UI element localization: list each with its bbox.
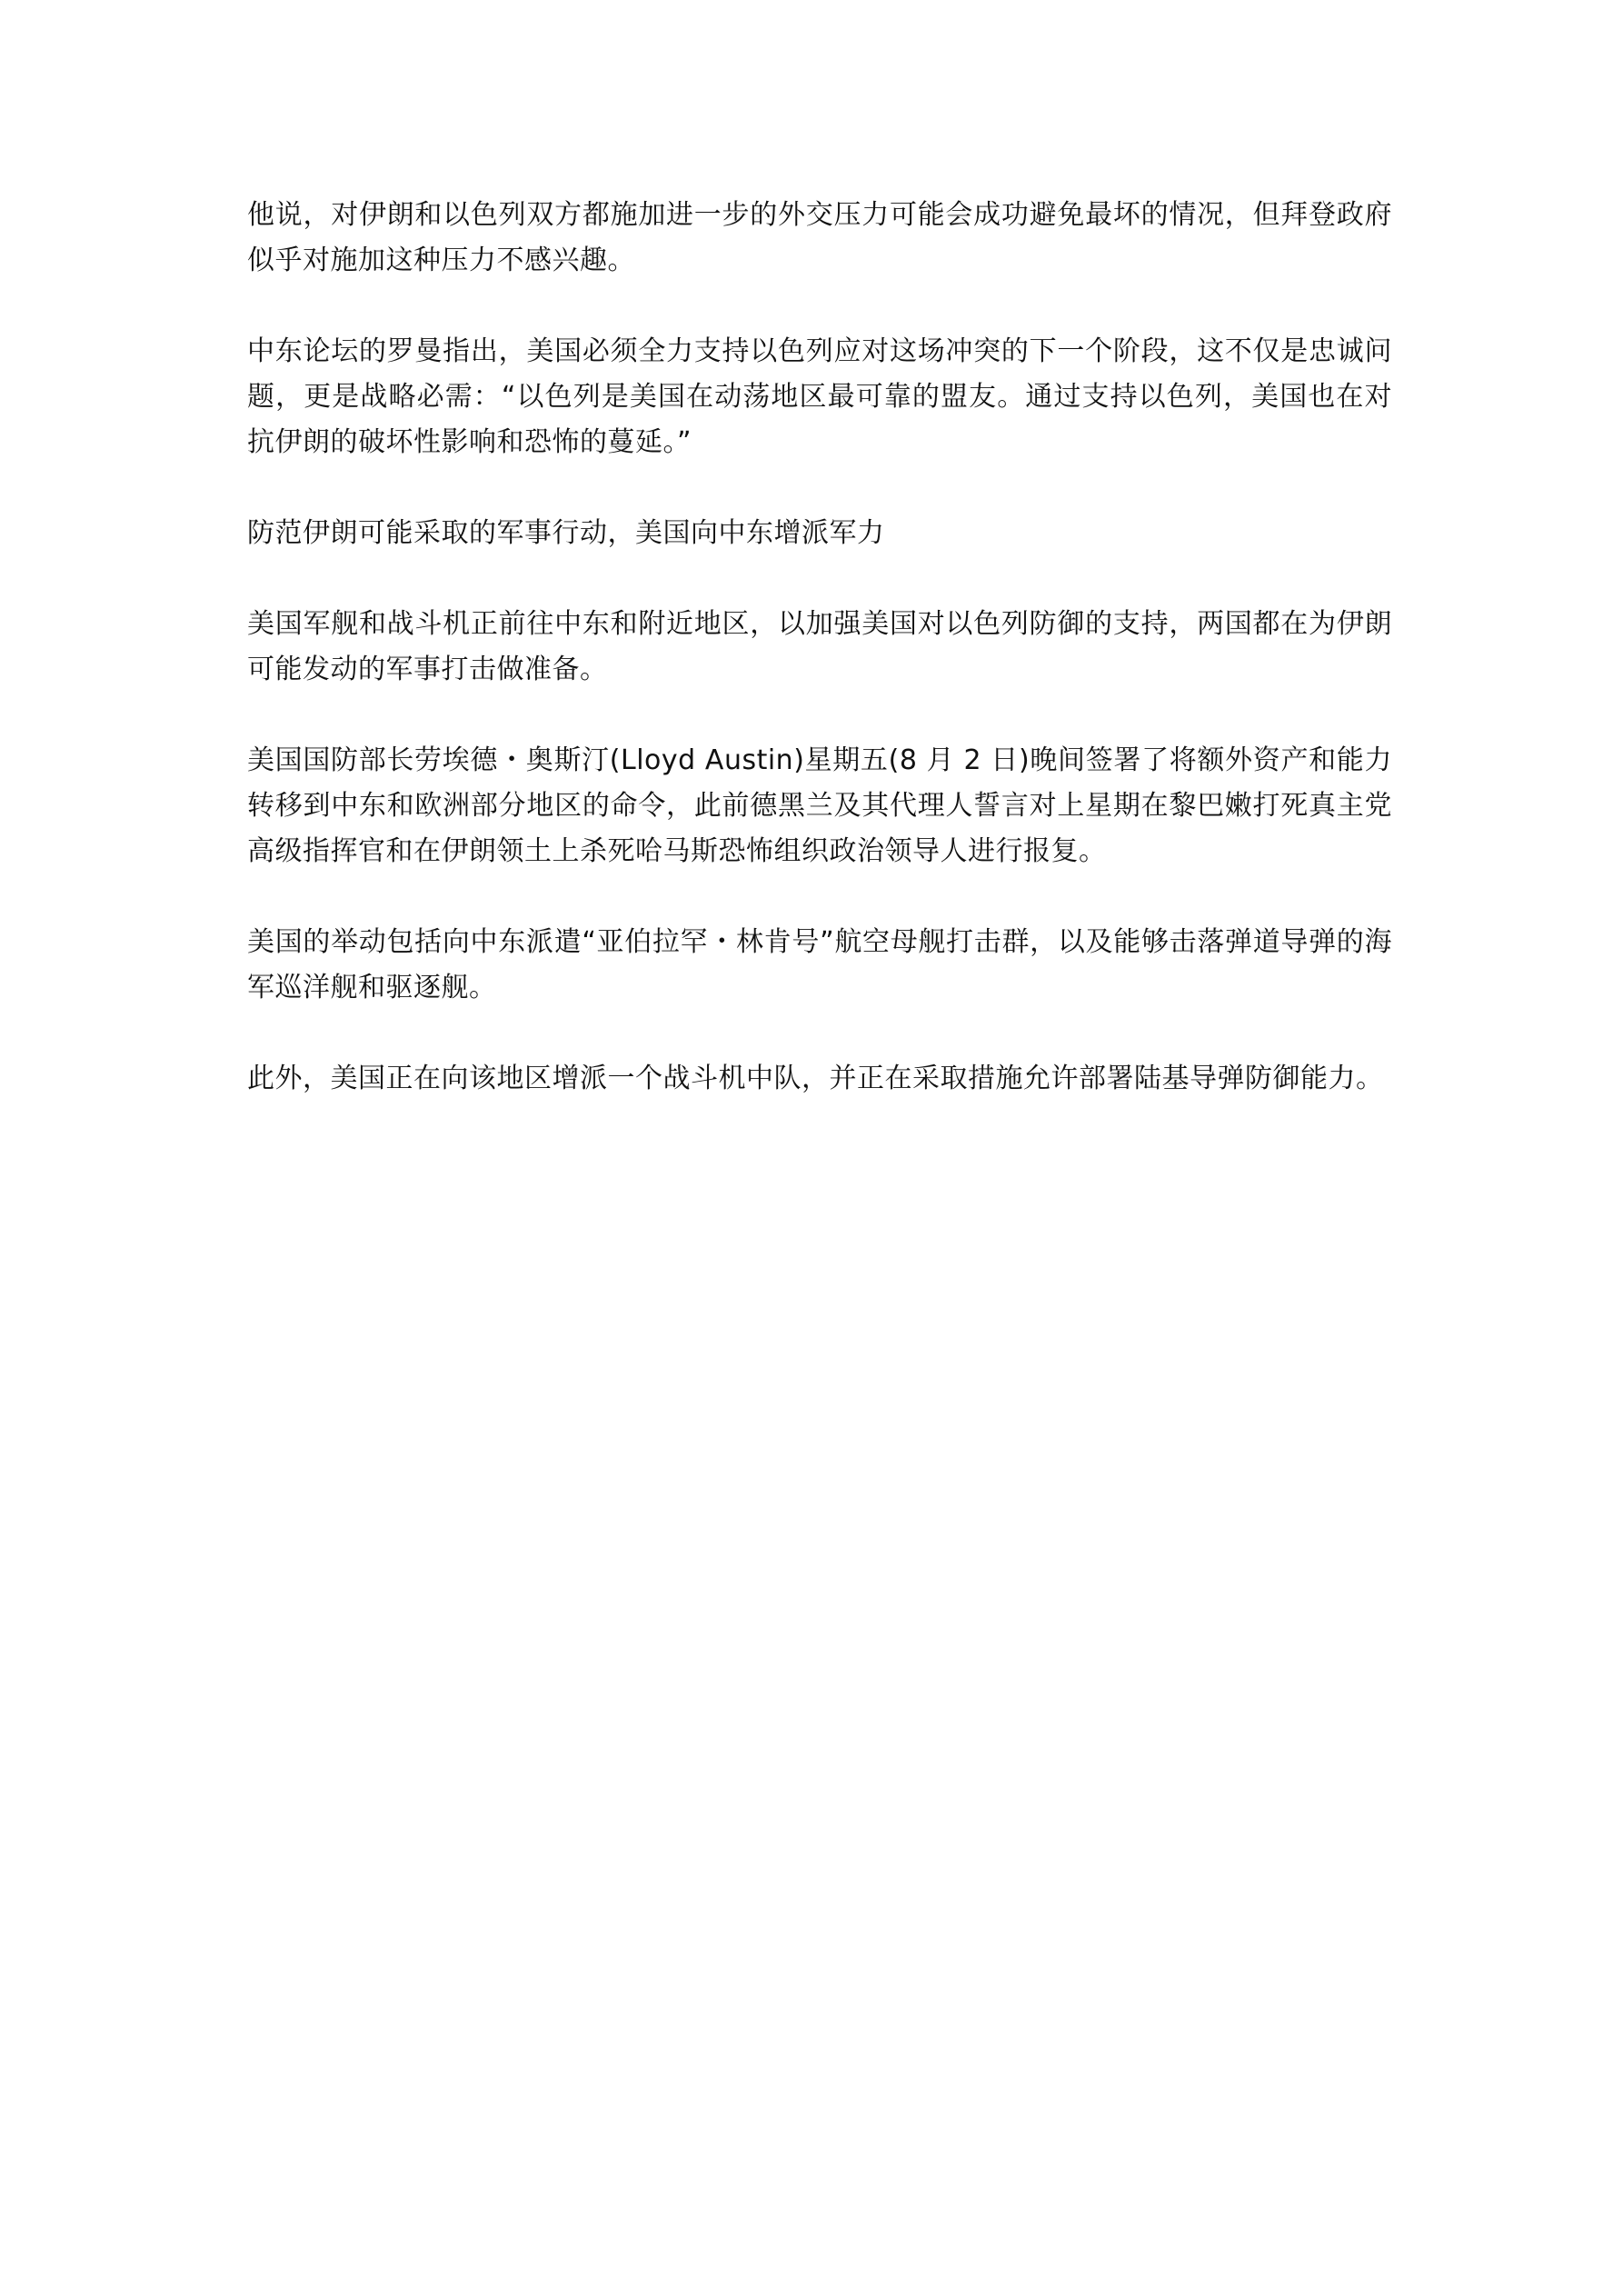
paragraph-fighter-squadron: 此外，美国正在向该地区增派一个战斗机中队，并正在采取措施允许部署陆基导弹防御能力。 <box>247 1063 1384 1094</box>
paragraph-carrier-group: 美国的举动包括向中东派遣“亚伯拉罕・林肯号”航空母舰打击群，以及能够击落弹道导弹的海军巡洋舰和驱逐舰。 <box>247 926 1392 1003</box>
section-heading-military-deployment: 防范伊朗可能采取的军事行动，美国向中东增派军力 <box>247 517 885 549</box>
paragraph-warships-fighters: 美国军舰和战斗机正前往中东和附近地区，以加强美国对以色列防御的支持，两国都在为伊朗可能发动的军事打击做准备。 <box>247 608 1392 685</box>
paragraph-middle-east-forum: 中东论坛的罗曼指出，美国必须全力支持以色列应对这场冲突的下一个阶段，这不仅是忠诚问题，更是战略必需：“以色列是美国在动荡地区最可靠的盟友。通过支持以色列，美国也在对抗伊朗的破坏性影响和恐怖的蔓延。” <box>247 335 1392 458</box>
paragraph-austin-order: 美国国防部长劳埃德・奥斯汀(Lloyd Austin)星期五(8 月 2 日)晚间签署了将额外资产和能力转移到中东和欧洲部分地区的命令，此前德黑兰及其代理人誓言对上星期在黎巴嫩打死真主党高级指挥官和在伊朗领土上杀死哈马斯恐怖组织政治领导人进行报复。 <box>247 744 1392 867</box>
paragraph-diplomatic-pressure: 他说，对伊朗和以色列双方都施加进一步的外交压力可能会成功避免最坏的情况，但拜登政府似乎对施加这种压力不感兴趣。 <box>247 199 1392 276</box>
article-body <box>247 193 1392 1102</box>
